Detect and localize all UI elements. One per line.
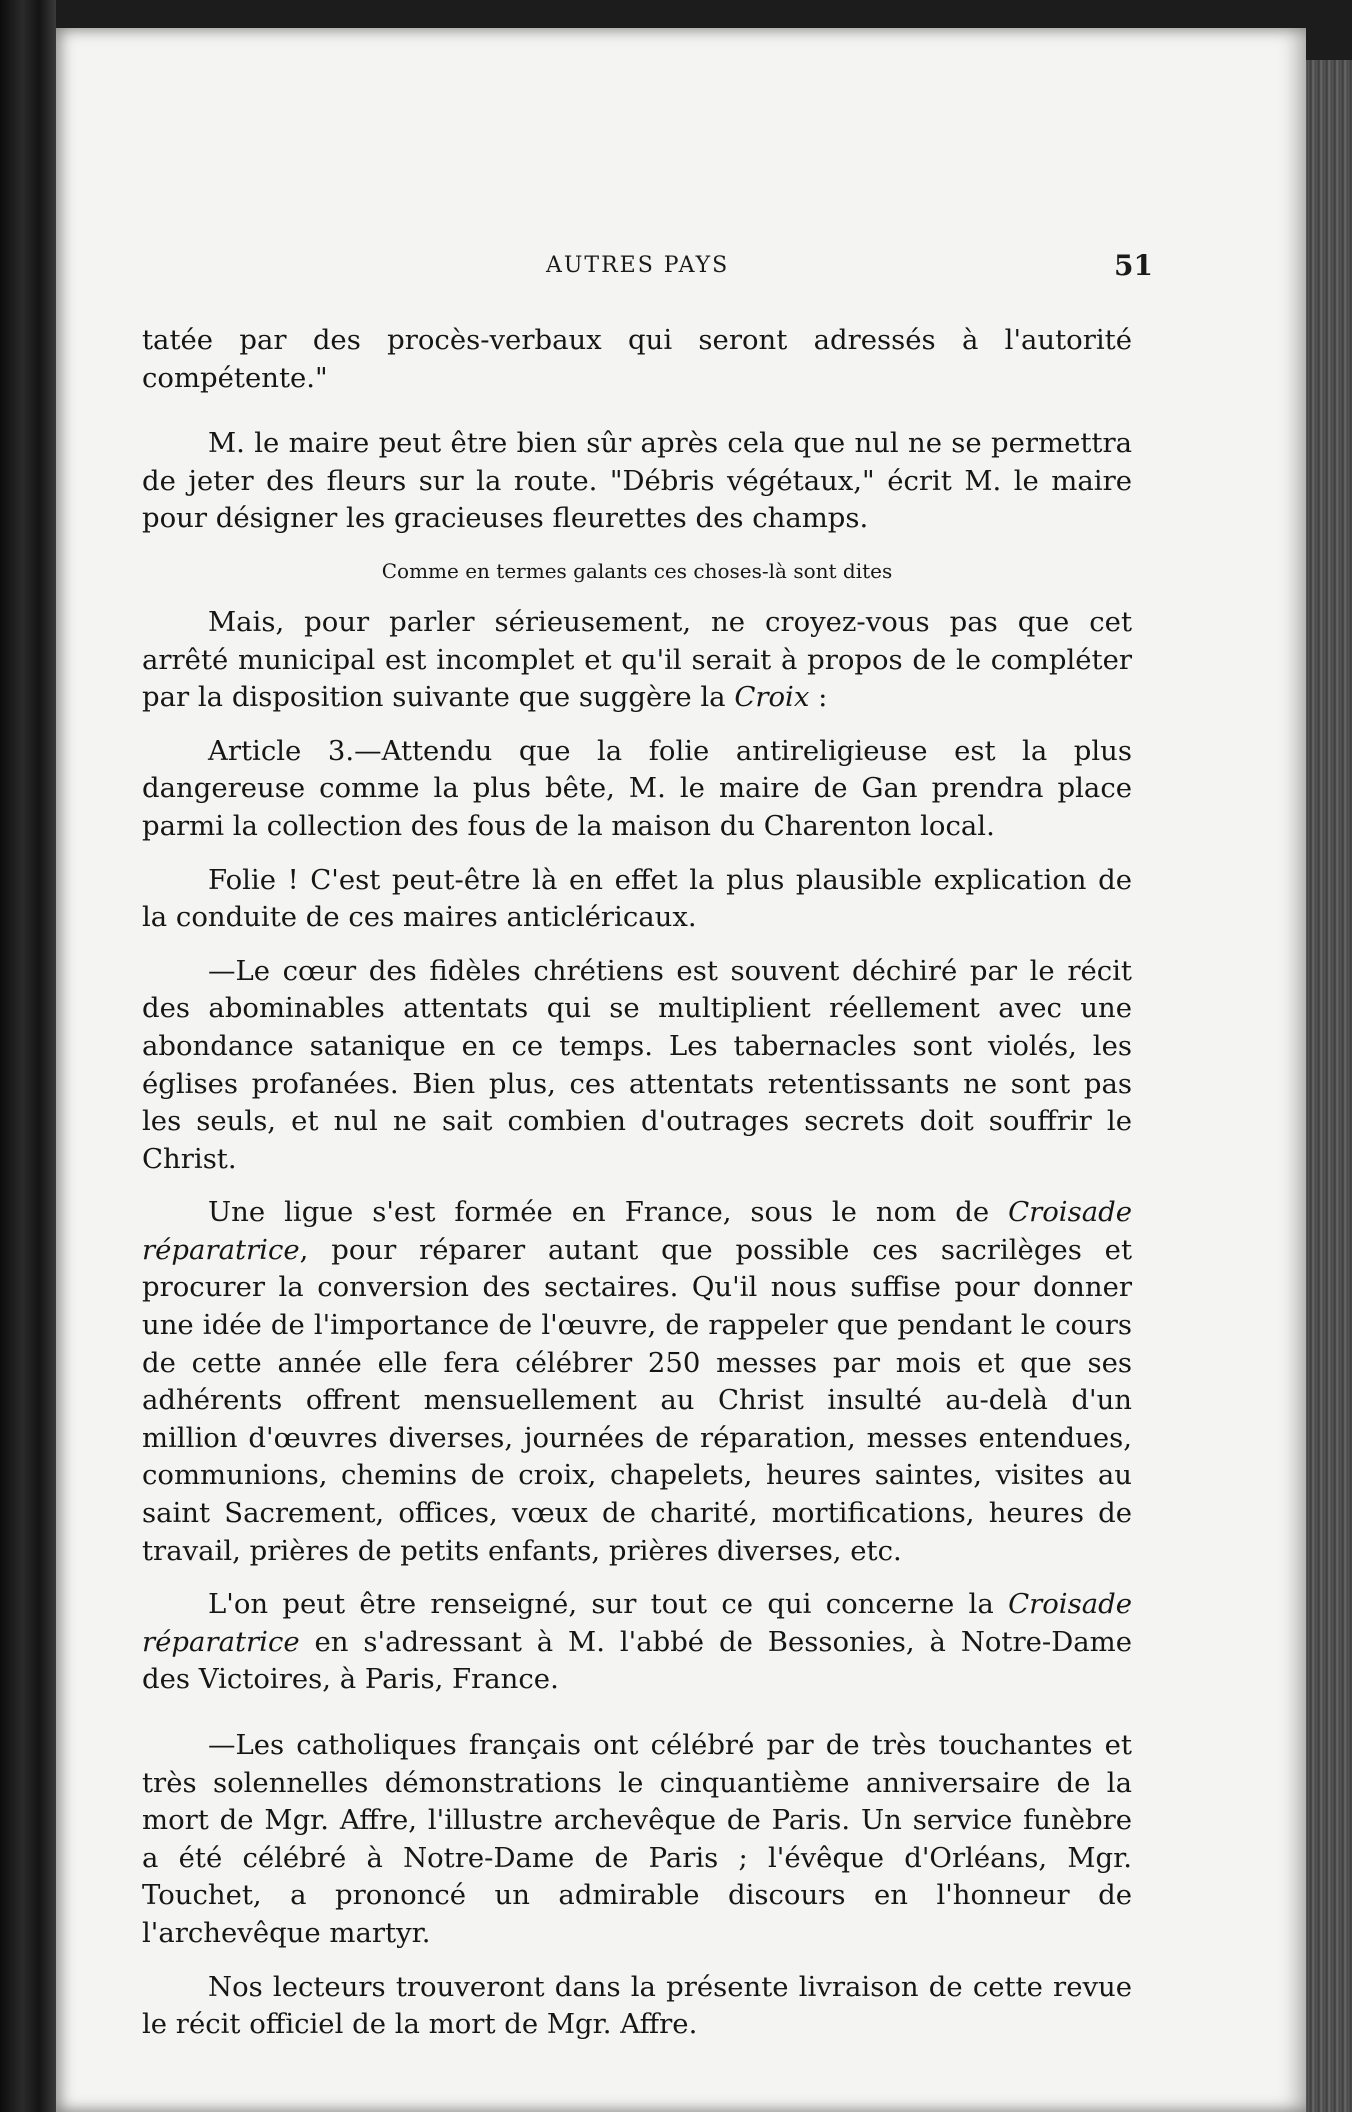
paragraph-affre: —Les catholiques français ont célébré par de très touchantes et très solennelles démonstrations le cinquantième anniversaire de la mort de Mgr. Affre, l'illustre archevêque de Paris. Un service funèbre a été célébré à Notre-Dame de Paris ; l'évêque d'Orléans, Mgr. Touchet, a prononcé un admirable discours en l'honneur de l'archevêque martyr. <box>142 1729 1132 1949</box>
paragraph-ligue <box>142 1194 1132 1570</box>
page-edges-right <box>1300 60 1352 2112</box>
paragraph-renseigne-text: L'on peut être renseigné, sur tout ce qui concerne la <box>208 1588 1009 1621</box>
italic-croix: Croix <box>734 681 810 714</box>
book-page <box>56 28 1306 2112</box>
paragraph-ligue-text: Une ligue s'est formée en France, sous le nom de <box>208 1196 1009 1229</box>
paragraph-continuation: tatée par des procès-verbaux qui seront adressés à l'autorité compétente." <box>142 324 1132 394</box>
running-title: AUTRES PAYS <box>546 253 730 278</box>
book-binding-left <box>0 0 56 2112</box>
paragraph-renseigne <box>142 1586 1132 1699</box>
italic-croix-tail: : <box>809 681 828 714</box>
paragraph-lecteurs: Nos lecteurs trouveront dans la présente livraison de cette revue le récit officiel de la mort de Mgr. Affre. <box>142 1970 1132 2041</box>
paragraph-maire: M. le maire peut être bien sûr après cela que nul ne se permettra de jeter des fleurs sur la route. "Débris végétaux," écrit M. le maire pour désigner les gracieuses fleurettes des champs. <box>142 427 1132 535</box>
italic-croisade: Croisade réparatrice <box>142 1196 1132 1266</box>
paragraph-arrete <box>142 604 1132 717</box>
paragraph-article: Article 3.—Attendu que la folie antireligieuse est la plus dangereuse comme la plus bête, M. le maire de Gan prendra place parmi la collection des fous de la maison du Charenton local. <box>142 734 1132 842</box>
paragraph-coeur: —Le cœur des fidèles chrétiens est souvent déchiré par le récit des abominables attentats qui se multiplient réellement avec une abondance satanique en ce temps. Les tabernacles sont violés, les églises profanées. Bien plus, ces attentats retentissants ne sont pas les seuls, et nul ne sait combien d'outrages secrets doit souffrir le Christ. <box>142 954 1132 1175</box>
verse-quote: Comme en termes galants ces choses-là sont dites <box>381 558 893 583</box>
paragraph-arrete-text: Mais, pour parler sérieusement, ne croyez-vous pas que cet arrêté municipal est incomplet et qu'il serait à propos de le compléter par la disposition suivante que suggère la <box>142 605 1132 714</box>
body-text <box>142 322 1132 2044</box>
italic-croisade-2: Croisade réparatrice <box>142 1588 1132 1658</box>
paragraph-renseigne-rest: en s'adressant à M. l'abbé de Bessonies, à Notre-Dame des Victoires, à Paris, France. <box>142 1625 1132 1696</box>
page-number: 51 <box>1114 249 1153 282</box>
running-head <box>156 249 1156 293</box>
paragraph-ligue-rest: , pour réparer autant que possible ces sacrilèges et procurer la conversion des sectaires. Qu'il nous suffise pour donner une idée de l'importance de l'œuvre, de rappeler que pendant le cours de cette année elle fera célébrer 250 messes par mois et que ses adhérents offrent mensuellement au Christ insulté au-delà d'un million d'œuvres diverses, journées de réparation, messes entendues, communions, chemins de croix, chapelets, heures saintes, visites au saint Sacrement, offices, vœux de charité, mortifications, heures de travail, prières de petits enfants, prières diverses, etc. <box>142 1233 1132 1567</box>
paragraph-folie: Folie ! C'est peut-être là en effet la plus plausible explication de la conduite de ces maires anticléricaux. <box>142 863 1132 934</box>
